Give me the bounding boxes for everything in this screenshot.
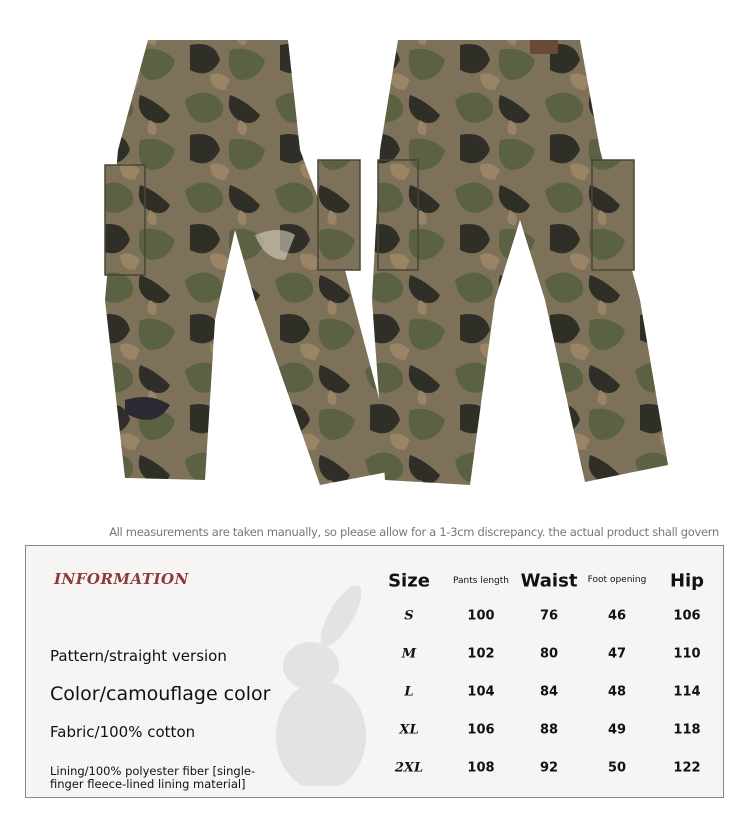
size-info-table: [25, 545, 724, 798]
header-hip: Hip: [669, 570, 705, 592]
rabbit-watermark-logo: [251, 586, 451, 786]
cell-hip: 122: [673, 760, 701, 776]
cell-hip: 106: [673, 608, 701, 624]
spec-color: Color/camouflage color: [50, 683, 271, 705]
cell-foot-opening: 50: [607, 760, 627, 776]
front-pants: [105, 40, 398, 485]
cell-foot-opening: 49: [607, 722, 627, 738]
cell-size: L: [404, 684, 414, 700]
cell-waist: 76: [539, 608, 559, 624]
spec-lining: Lining/100% polyester fiber [single-finger fleece-lined lining material]: [50, 764, 256, 791]
cell-pants-length: 106: [467, 722, 495, 738]
cell-pants-length: 104: [467, 684, 495, 700]
cell-hip: 110: [673, 646, 701, 662]
header-waist: Waist: [520, 570, 578, 592]
cell-hip: 114: [673, 684, 701, 700]
spec-pattern: Pattern/straight version: [50, 647, 227, 665]
cell-foot-opening: 47: [607, 646, 627, 662]
cell-waist: 88: [539, 722, 559, 738]
cell-size: 2XL: [394, 760, 424, 776]
information-title: INFORMATION: [54, 570, 189, 588]
cell-waist: 80: [539, 646, 559, 662]
cell-size: XL: [399, 722, 419, 738]
cell-foot-opening: 48: [607, 684, 627, 700]
cell-waist: 84: [539, 684, 559, 700]
cell-pants-length: 102: [467, 646, 495, 662]
spec-fabric: Fabric/100% cotton: [50, 723, 196, 741]
cell-waist: 92: [539, 760, 559, 776]
header-foot-opening: Foot opening: [587, 575, 647, 585]
cell-pants-length: 108: [467, 760, 495, 776]
cell-size: S: [404, 608, 414, 624]
cell-size: M: [401, 646, 417, 662]
header-size: Size: [388, 570, 430, 592]
measurement-note: All measurements are taken manually, so please allow for a 1-3cm discrepancy. the actual product shall govern: [109, 525, 719, 539]
back-pants: [372, 40, 668, 485]
cell-pants-length: 100: [467, 608, 495, 624]
cell-hip: 118: [673, 722, 701, 738]
header-pants-length: Pants length: [452, 576, 510, 586]
cell-foot-opening: 46: [607, 608, 627, 624]
